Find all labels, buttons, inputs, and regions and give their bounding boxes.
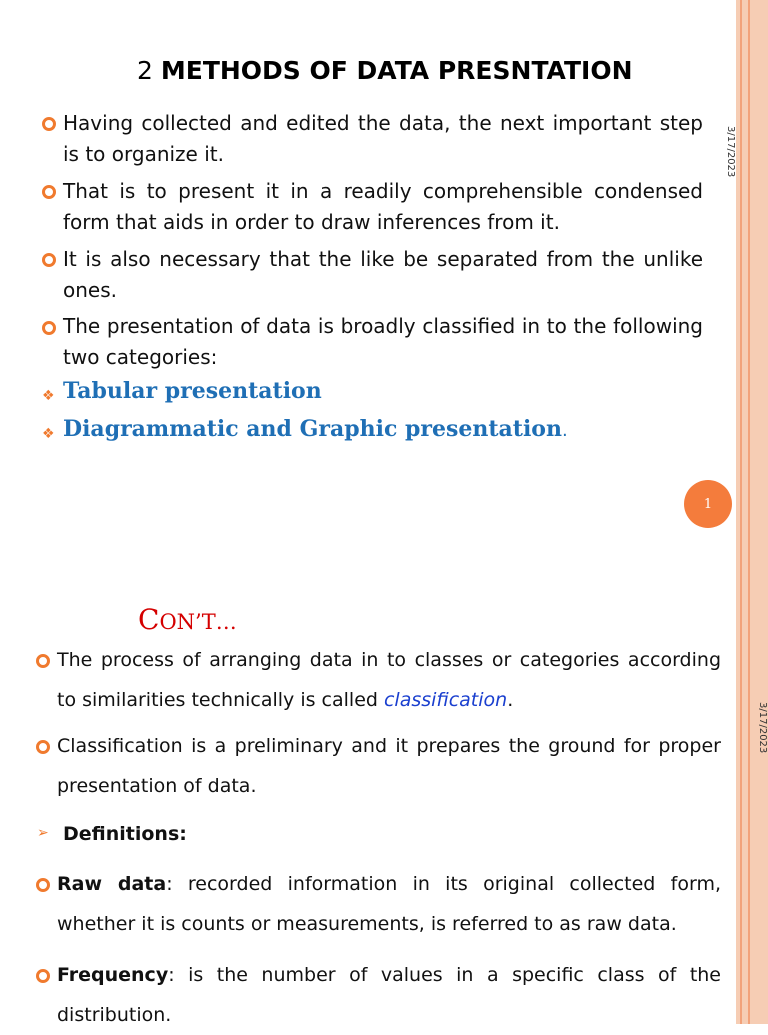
slide-title [137,56,633,85]
slide-2-date: 3/17/2023 [757,702,768,754]
bullet-classification-preliminary: Classification is a preliminary and it prepares the ground for proper presentation of data. [57,735,721,797]
category-diagrammatic [63,416,568,442]
decorative-side-bar [736,0,768,1024]
circle-bullet-icon [36,969,50,983]
bullet-text-2: That is to present it in a readily comprehensible condensed form that aids in order to draw inferences from it. [63,179,703,234]
category-diagrammatic-text: Diagrammatic and Graphic presentation [63,416,562,442]
bullet-1-period: . [507,689,514,711]
circle-bullet-icon [42,321,56,335]
circle-bullet-icon [36,654,50,668]
category-trailing-period: . [561,420,568,441]
slide-2-title [138,603,237,636]
circle-bullet-icon [36,740,50,754]
circle-bullet-icon [42,117,56,131]
bullet-raw-data [57,864,721,944]
bullet-text-1: Having collected and edited the data, the next important step is to organize it. [63,111,703,166]
definitions-label: Definitions: [63,823,187,845]
diamond-bullet-icon: ❖ [42,426,55,442]
bullet-text-3: It is also necessary that the like be separated from the unlike ones. [63,247,703,302]
circle-bullet-icon [36,878,50,892]
title-number: 2 [137,56,153,85]
title-rest: ON’T… [159,610,237,634]
raw-data-text: : recorded information in its original collected form, whether it is counts or measurements, is referred to as raw data. [57,873,721,935]
frequency-label: requency [68,964,169,986]
classification-term: classification [383,689,508,711]
page-number-badge: 1 [684,480,732,528]
definitions-heading [63,814,187,854]
arrow-bullet-icon: ➢ [37,825,49,841]
category-tabular: Tabular presentation [63,378,322,404]
circle-bullet-icon [42,253,56,267]
bullet-classification-process [57,640,721,720]
frequency-label-first: F [57,964,69,986]
title-text: METHODS OF DATA PRESNTATION [160,56,633,85]
title-first-letter: C [138,603,160,636]
diamond-bullet-icon: ❖ [42,388,55,404]
circle-bullet-icon [42,185,56,199]
bullet-frequency [57,955,721,1035]
raw-data-label: Raw data [57,873,167,895]
bullet-1-text: The process of arranging data in to classes or categories according to similarities technically is called [57,649,721,711]
frequency-text: : is the number of values in a specific class of the distribution. [57,964,721,1026]
slide-date: 3/17/2023 [725,126,736,178]
bullet-text-4: The presentation of data is broadly classified in to the following two categories: [63,314,703,369]
